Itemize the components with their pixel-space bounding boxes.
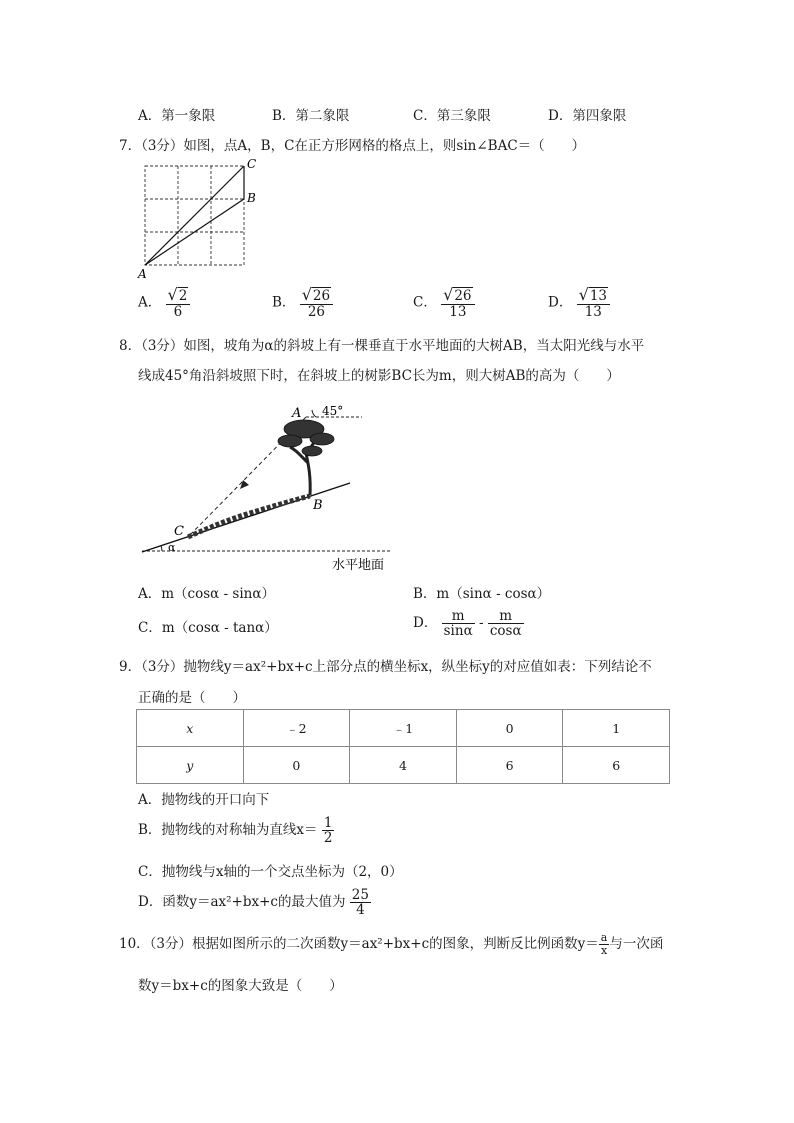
q8-stem-line1: 8．（3分）如图，坡角为α的斜坡上有一棵垂直于水平地面的大树AB，当太阳光线与水平 [119, 338, 645, 354]
q7-grid-figure [140, 158, 270, 283]
table-row-x [137, 710, 670, 747]
point-b-label: B [247, 191, 256, 205]
point-a-label: A [138, 267, 147, 281]
table-cell: 0 [243, 747, 350, 784]
q8-option-a: A．m（cosα - sinα） [138, 586, 275, 602]
table-cell: 6 [563, 747, 670, 784]
table-cell: 4 [350, 747, 457, 784]
table-row-y [137, 747, 670, 784]
q7-option-a: A． $\frac{√2}{6}$ [138, 287, 190, 319]
sun-ray-arrow [240, 480, 249, 489]
table-cell: y [137, 747, 244, 784]
table-cell: 0 [456, 710, 563, 747]
q6-option-d: D．第四象限 [548, 108, 627, 124]
label-b: B [313, 498, 323, 513]
q8-option-d: D． $\frac{m}{\sin\alpha}$ - $\frac{m}{\cos\alpha}$ [413, 608, 522, 640]
tree-canopy [278, 420, 334, 456]
q6-option-a: A．第一象限 [138, 108, 216, 124]
table-cell: ﹣1 [350, 710, 457, 747]
segment-ac [145, 166, 244, 265]
q9-option-d: D．函数y＝ax²+bx+c的最大值为 $\frac{25}{4}$ [138, 887, 369, 919]
point-c-label: C [247, 157, 257, 171]
q6-option-c: C．第三象限 [413, 108, 491, 124]
q10-stem-line2: 数y＝bx+c的图象大致是（ ） [138, 978, 343, 994]
label-alpha: α [168, 541, 176, 554]
table-cell: 1 [563, 710, 670, 747]
label-horizontal-ground: 水平地面 [332, 558, 385, 573]
q7-option-c: C． $\frac{√26}{13}$ [413, 287, 475, 319]
label-c: C [174, 524, 184, 539]
q7-option-d: D． $\frac{√13}{13}$ [548, 287, 610, 319]
q10-stem-line1: 10．（3分）根据如图所示的二次函数y＝ax²+bx+c的图象，判断反比例函数y＝ $\frac{a}{x}$ 与一次函 [119, 931, 664, 957]
q9-stem-line2: 正确的是（ ） [138, 690, 246, 706]
q7-option-b: B． $\frac{√26}{26}$ [272, 287, 333, 319]
label-a: A [292, 406, 302, 421]
alpha-arc [161, 546, 162, 551]
table-cell: ﹣2 [243, 710, 350, 747]
q8-stem-line2: 线成45°角沿斜坡照下时，在斜坡上的树影BC长为m，则大树AB的高为（ ） [138, 368, 620, 384]
q9-option-a: A．抛物线的开口向下 [138, 792, 270, 808]
q9-option-b: B．抛物线的对称轴为直线x＝ $\frac{1}{2}$ [138, 815, 333, 847]
q8-slope-figure [140, 395, 400, 575]
label-angle-45: 45° [322, 404, 344, 418]
table-cell: x [137, 710, 244, 747]
angle-45-arc [312, 410, 316, 417]
table-cell: 6 [456, 747, 563, 784]
q8-option-b: B．m（sinα - cosα） [413, 586, 551, 602]
q6-option-b: B．第二象限 [272, 108, 350, 124]
segment-ab [145, 199, 244, 265]
q7-stem: 7．（3分）如图，点A，B，C在正方形网格的格点上，则sin∠BAC＝（ ） [119, 138, 586, 154]
q9-option-c: C．抛物线与x轴的一个交点坐标为（2，0） [138, 864, 403, 880]
q9-value-table [136, 709, 670, 784]
q9-stem-line1: 9．（3分）抛物线y＝ax²+bx+c上部分点的横坐标x，纵坐标y的对应值如表：下列结论不 [119, 659, 652, 675]
q8-option-c: C．m（cosα - tanα） [138, 620, 278, 636]
